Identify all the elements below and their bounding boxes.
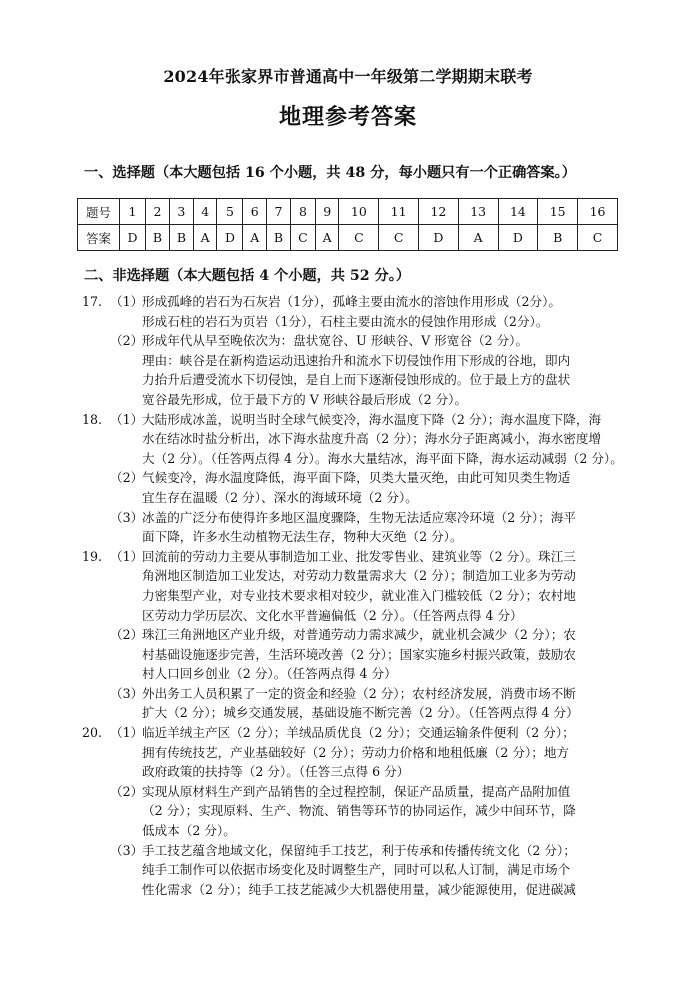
answer-line: 宽谷最先形成，位于最下方的 V 形峡谷最后形成（2 分）。 [142,391,468,407]
answer-line: 形成石柱的岩石为页岩（1分），石柱主要由流水的侵蚀作用形成（2分）。 [142,313,549,329]
answer-line: 珠江三角洲地区产业升级，对普通劳动力需求减少，就业机会减少（2 分）；农 [142,627,576,643]
item-label: （2） [110,333,144,349]
answer-item [82,468,622,507]
answer-item [82,508,622,547]
answer-cell: A [315,225,339,251]
answer-line: 回流前的劳动力主要从事制造加工业、批发零售业、建筑业等（2 分）。珠江三 [142,548,576,564]
answer-cell: C [291,225,316,251]
answer-line: 力密集型产业，对专业技术要求相对较少，就业准入门槛较低（2 分）；农村地 [142,587,576,603]
answer-key-title: 地理参考答案 [278,104,417,130]
answer-line: 村基础设施逐步完善，生活环境改善（2 分）；国家实施乡村振兴政策，鼓励农 [142,646,576,662]
question-number-cell: 2 [145,199,169,225]
answer-line: 扩大（2 分）；城乡交通发展，基础设施不断完善（2 分）。（任答两点得 4 分） [142,705,579,721]
answer-cell: C [339,225,379,251]
item-label: （1） [110,411,144,427]
question-number-cell: 6 [243,199,267,225]
question-number-cell: 11 [379,199,419,225]
answer-line: 面下降，许多水生动植物无法生存，物种大灭绝（2 分）。 [142,529,463,545]
question-number-cell: 7 [267,199,291,225]
question-number-cell: 8 [291,199,316,225]
question-number: 18. [82,411,103,427]
answer-row [78,225,618,251]
exam-title: 2024年张家界市普通高中一年级第二学期期末联考 [163,67,533,86]
number-row [78,199,618,225]
answer-item [82,841,622,900]
item-label: （1） [110,725,144,741]
question-number: 17. [82,294,103,309]
answer-row-label: 答案 [78,225,120,251]
answer-line: （2 分）；实现原料、生产、物流、销售等环节的协同运作，减少中间环节，降 [142,803,576,819]
question-number-cell: 13 [458,199,498,225]
question-number-cell: 16 [578,199,618,225]
answer-item [82,547,622,625]
answer-item [82,625,622,684]
answer-item [82,723,622,782]
answer-line: 水在结冰时盐分析出，冰下海水盐度升高（2 分）；海水分子距离减小，海水密度增 [142,431,602,447]
answer-item [82,410,622,469]
answer-line: 外出务工人员积累了一定的资金和经验（2 分）；农村经济发展，消费市场不断 [142,685,576,701]
answer-cell: D [498,225,538,251]
question-number-cell: 10 [339,199,379,225]
question-number-cell: 15 [538,199,578,225]
question-block [82,410,622,547]
answer-line: 理由：峡谷是在新构造运动迅速抬升和流水下切侵蚀作用下形成的谷地，即内 [142,352,571,368]
answer-cell: B [169,225,193,251]
answer-table [77,198,618,251]
answer-line: 手工技艺蕴含地域文化，保留纯手工技艺，利于传承和传播传统文化（2 分）； [142,842,576,858]
answer-line: 政府政策的扶持等（2 分）。（任答三点得 6 分） [142,764,410,780]
answer-item [82,782,622,841]
question-number-cell: 3 [169,199,193,225]
question-number: 19. [82,548,103,564]
answer-cell: C [578,225,618,251]
answer-line: 冰盖的广泛分布使得许多地区温度骤降，生物无法适应寒冷环境（2 分）；海平 [142,509,576,525]
question-number: 20. [82,725,103,741]
question-number-cell: 1 [120,199,146,225]
item-label: （1） [110,548,144,564]
answer-line: 村人口回乡创业（2 分）。（任答两点得 4 分） [142,666,397,682]
answer-cell: A [243,225,267,251]
item-label: （2） [110,783,144,799]
question-block [82,547,622,723]
question-number-cell: 4 [193,199,217,225]
answer-line: 力抬升后遭受流水下切侵蚀，是自上而下逐渐侵蚀形成的。位于最上方的盘状 [142,372,571,388]
question-block [82,723,622,899]
answer-line: 形成年代从早至晚依次为：盘状宽谷、U 形峡谷、V 形宽谷（2 分）。 [142,333,529,349]
answer-line: 实现从原材料生产到产品销售的全过程控制，保证产品质量，提高产品附加值 [142,783,571,799]
section1-heading: 一、选择题（本大题包括 16 个小题，共 48 分，每小题只有一个正确答案。） [84,165,576,181]
section2-heading: 二、非选择题（本大题包括 4 个小题，共 52 分。） [84,268,411,284]
item-label: （3） [110,509,144,525]
question-block [82,292,622,410]
answer-line: 性化需求（2 分）；纯手工技艺能减少大机器使用量，减少能源使用，促进碳减 [142,881,576,897]
question-number-cell: 14 [498,199,538,225]
answer-line: 宜生存在温暖（2 分）、深水的海域环境（2 分）。 [142,489,418,505]
answer-cell: C [379,225,419,251]
answer-item [82,331,622,409]
item-label: （1） [110,294,144,309]
answer-line: 纯手工制作可以依据市场变化及时调整生产，同时可以私人订制，满足市场个 [142,862,571,878]
answer-cell: B [267,225,291,251]
number-row-label: 题号 [78,199,120,225]
question-number-cell: 12 [419,199,459,225]
item-label: （2） [110,470,144,486]
item-label: （3） [110,685,144,701]
question-number-cell: 9 [315,199,339,225]
answer-cell: B [145,225,169,251]
answer-line: 角洲地区制造加工业发达，对劳动力数量需求大（2 分）；制造加工业多为劳动 [142,568,576,584]
item-label: （3） [110,842,144,858]
item-label: （2） [110,627,144,643]
answer-cell: D [217,225,243,251]
answer-line: 临近羊绒主产区（2 分）；羊绒品质优良（2 分）；交通运输条件便利（2 分）； [142,725,575,741]
answer-cell: D [419,225,459,251]
answer-line: 低成本（2 分）。 [142,823,236,839]
answer-cell: A [458,225,498,251]
question-number-cell: 5 [217,199,243,225]
answer-cell: B [538,225,578,251]
answer-line: 大陆形成冰盖，说明当时全球气候变冷，海水温度下降（2 分）；海水温度下降，海 [142,411,602,427]
answer-cell: A [193,225,217,251]
answer-cell: D [120,225,146,251]
answer-line: 大（2 分）。（任答两点得 4 分）。海水大量结冰，海平面下降，海水运动减弱（2 分）。 [142,450,623,466]
answer-line: 区劳动力学历层次、文化水平普遍偏低（2 分）。（任答两点得 4 分） [142,607,523,623]
answer-line: 拥有传统技艺，产业基础较好（2 分）；劳动力价格和地租低廉（2 分）；地方 [142,744,570,760]
answer-item [82,684,622,723]
answer-item [82,292,622,331]
answer-line: 气候变冷，海水温度降低，海平面下降，贝类大量灭绝，由此可知贝类生物适 [142,470,571,486]
section2-content [82,292,622,899]
answer-line: 形成孤峰的岩石为石灰岩（1分），孤峰主要由流水的溶蚀作用形成（2分）。 [142,294,562,309]
